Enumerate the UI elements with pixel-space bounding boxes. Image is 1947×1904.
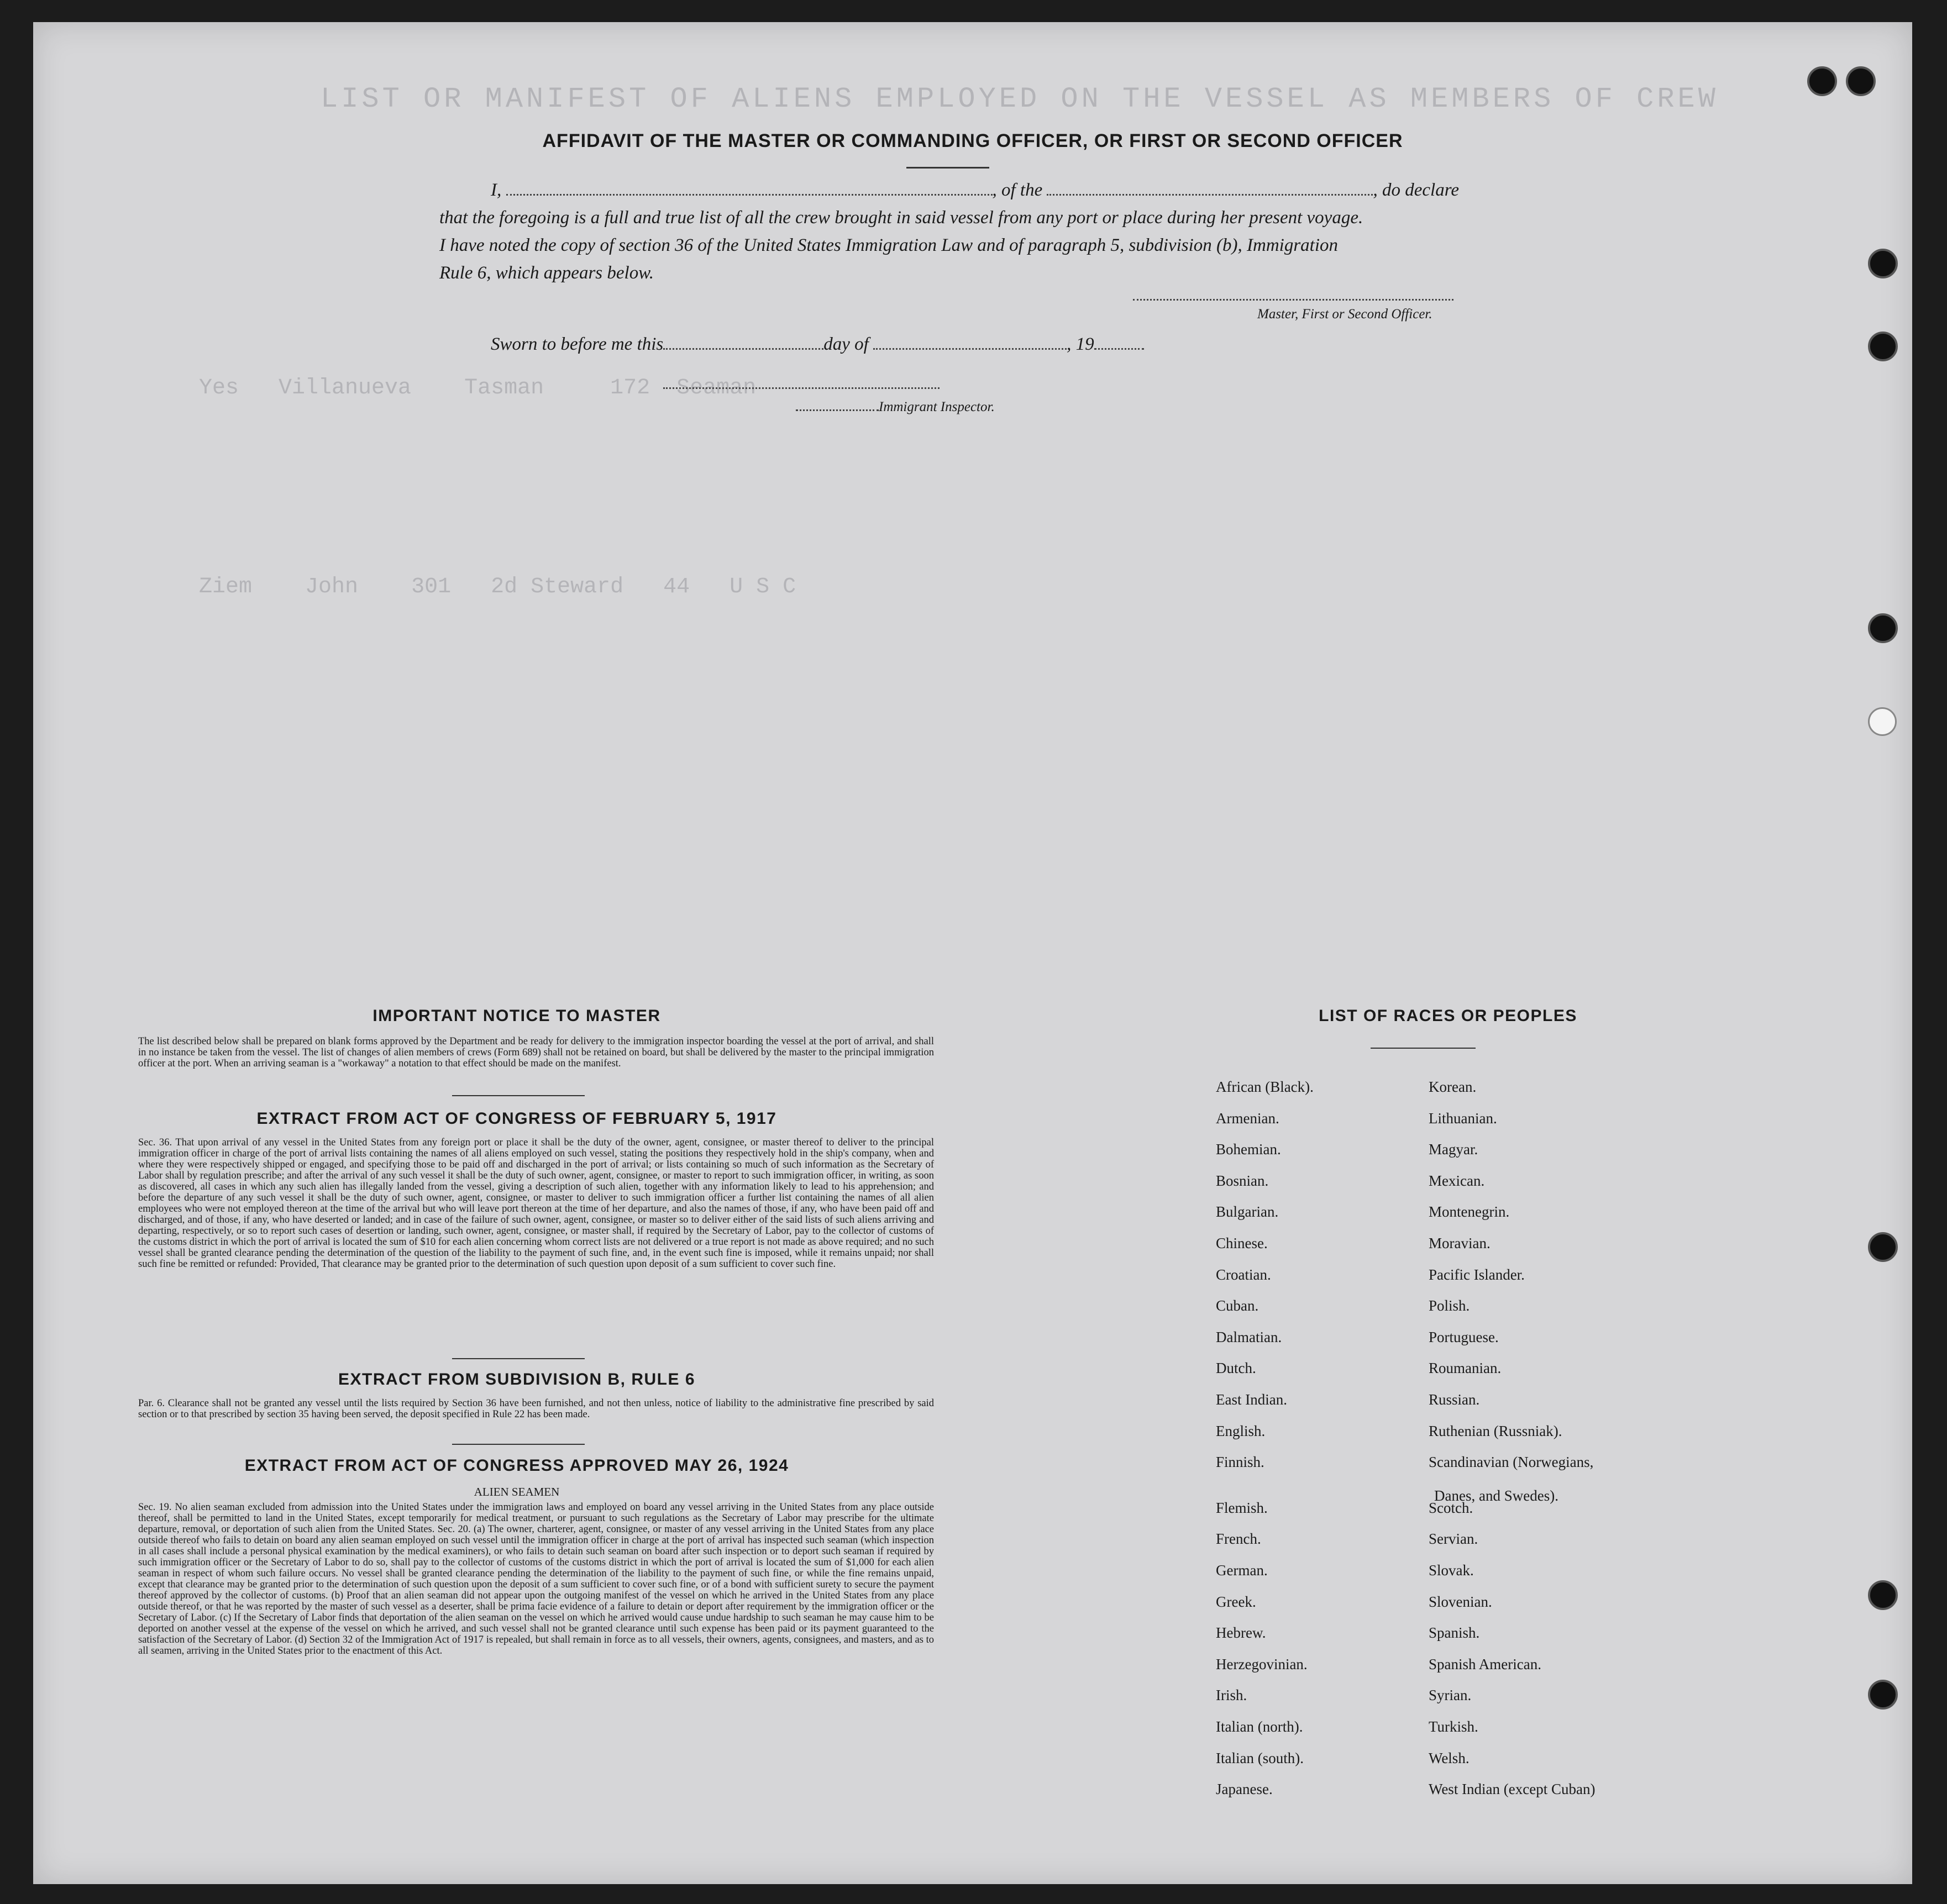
race-item: Slovenian. (1429, 1593, 1492, 1610)
inspector-label-text: Immigrant Inspector. (879, 399, 995, 414)
race-item: Bohemian. (1216, 1141, 1281, 1158)
race-item: Turkish. (1429, 1718, 1478, 1735)
punch-hole-icon (1868, 707, 1897, 736)
sworn-line (491, 334, 1144, 355)
race-item: English. (1216, 1422, 1266, 1439)
divider (452, 1095, 585, 1096)
divider (452, 1358, 585, 1359)
race-item: Herzegovinian. (1216, 1655, 1308, 1672)
bleed-through-text: Ziem John 301 2d Steward 44 U S C (199, 575, 796, 599)
races-title: LIST OF RACES OR PEOPLES (1319, 1007, 1577, 1025)
sworn-day-of: day of (823, 334, 869, 354)
race-item: Ruthenian (Russniak). (1429, 1422, 1562, 1439)
race-item: Spanish. (1429, 1624, 1480, 1642)
master-signature-field[interactable] (1133, 298, 1453, 301)
bleed-through-text: LIST OR MANIFEST OF ALIENS EMPLOYED ON THE VESSEL AS MEMBERS OF CREW (321, 83, 1719, 115)
notice-text: The list described below shall be prepared on blank forms approved by the Department and be ready for delivery to the immigration inspector boarding the vessel at the port of arrival, and shall in no instance be taken from the vessel. The list of changes of alien members of crews (Form 689) shall not be retained on board, but shall be delivered by the master to the principal immigration officer at the port. When an arriving seaman is a "workaway" a notation to that effect should be made on the manifest. (138, 1036, 934, 1069)
affidavit-of-the: , of the (992, 180, 1043, 200)
affidavit-title: AFFIDAVIT OF THE MASTER OR COMMANDING OFFICER, OR FIRST OR SECOND OFFICER (542, 130, 1403, 151)
extract-1924-title: EXTRACT FROM ACT OF CONGRESS APPROVED MAY 26, 1924 (244, 1456, 789, 1475)
sworn-month-field[interactable] (873, 348, 1067, 350)
sworn-date-field[interactable] (663, 348, 823, 350)
sworn-prefix: Sworn to before me this (491, 334, 664, 354)
affidavit-line-4: Rule 6, which appears below. (439, 263, 654, 283)
affidavit-line-3: I have noted the copy of section 36 of the United States Immigration Law and of paragraph 5, subdivision (b), Immigration (439, 235, 1339, 255)
race-item: African (Black). (1216, 1079, 1314, 1095)
race-item: Korean. (1429, 1079, 1477, 1095)
punch-hole-icon (1807, 66, 1837, 96)
affidavit-declare: , do declare (1373, 180, 1459, 200)
race-item: Irish. (1216, 1687, 1247, 1704)
inspector-dots (796, 409, 879, 411)
race-item: Croatian. (1216, 1266, 1271, 1283)
divider (906, 167, 989, 169)
race-item: Montenegrin. (1429, 1203, 1510, 1221)
race-item: Italian (north). (1216, 1718, 1303, 1735)
race-item: French. (1216, 1530, 1261, 1548)
race-item: Syrian. (1429, 1687, 1472, 1704)
race-item: Bulgarian. (1216, 1203, 1279, 1221)
master-signature-label: Master, First or Second Officer. (1257, 307, 1432, 322)
sworn-year-field[interactable] (1094, 348, 1144, 350)
race-item: Servian. (1429, 1530, 1478, 1548)
divider (1371, 1048, 1476, 1049)
race-item: Spanish American. (1429, 1655, 1541, 1672)
extract-1924-subtitle: ALIEN SEAMEN (474, 1485, 560, 1498)
race-item: Greek. (1216, 1593, 1256, 1610)
race-item: Roumanian. (1429, 1360, 1502, 1377)
extract-1917-text: Sec. 36. That upon arrival of any vessel in the United States from any foreign port or place it shall be the duty of the owner, agent, consignee, or master thereof to deliver to the principal immigration officer in charge of the port of arrival lists containing the names of all aliens employed on such vessel, stating the positions they respectively hold in the ship's company, when and where they were respectively shipped or engaged, and specifying those to be paid off and discharged in the port of arrival; or lists containing so much of such information as the Secretary of Labor shall by regulation prescribe; and after the arrival of any such vessel it shall be the duty of such owner, agent, consignee, or master to report to such immigration officer, in writing, as soon as discovered, all cases in which any such alien has illegally landed from the vessel, giving a description of such alien, together with any information likely to lead to his apprehension; and before the departure of any such vessel it shall be the duty of such owner, agent, consignee, or master to deliver to such immigration officer a further list containing the names of all alien employees who were not employed thereon at the time of the arrival but who will leave port thereon at the time of her departure, and also the names of those, if any, who have been paid off and discharged, and of those, if any, who have deserted or landed; and in case of the failure of such owner, agent, consignee, or master so to deliver either of the said lists of such aliens arriving and departing, respectively, or so to report such cases of desertion or landing, such owner, agent, consignee, or master shall, if required by the Secretary of Labor, pay to the collector of customs of the customs district in which the port of arrival is located the sum of $10 for each alien concerning whom correct lists are not delivered or a true report is not made as above required; and no such vessel shall be granted clearance pending the determination of the question of the liability to the payment of such fine, and, in the event such fine is imposed, while it remains unpaid; nor shall such fine be remitted or refunded: Provided, That clearance may be granted prior to the determination of such question upon deposit of a sum sufficient to cover such fine. (138, 1137, 934, 1270)
punch-hole-icon (1868, 1580, 1898, 1610)
race-item: Lithuanian. (1429, 1109, 1497, 1127)
affidavit-i: I, (491, 180, 502, 200)
punch-hole-icon (1846, 66, 1876, 96)
punch-hole-icon (1868, 1680, 1898, 1710)
extract-1924-text: Sec. 19. No alien seaman excluded from admission into the United States under the immigration laws and employed on board any vessel arriving in the United States from any place outside thereof, shall be permitted to land in the United States, except temporarily for medical treatment, or pursuant to such regulations as the Secretary of Labor may prescribe for the ultimate departure, removal, or deportation of such alien from the United States. Sec. 20. (a) The owner, charterer, agent, consignee, or master of any vessel arriving in the United States from any place outside thereof who fails to detain on board any alien seaman employed on such vessel until the immigration officer in charge at the port of arrival has inspected such seaman (which inspection in all cases shall include a personal physical examination by the medical examiners), or who fails to detain such seaman on board after such inspection or to deport such seaman if required by such immigration officer or the Secretary of Labor to do so, shall pay to the collector of customs of the customs district in which the port of arrival is located the sum of $1,000 for each alien seaman in respect of whom such failure occurs. No vessel shall be granted clearance pending the determination of the liability to the payment of such fine, or while the fine remains unpaid, except that clearance may be granted prior to the determination of such question upon the deposit of a sum sufficient to cover such fine, or of a bond with sufficient surety to secure the payment thereof approved by the collector of customs. (b) Proof that an alien seaman did not appear upon the outgoing manifest of the vessel on which he arrived in the United States from any place outside thereof, or that he was reported by the master of such vessel as a deserter, shall be prima facie evidence of a failure to detain or deport after requirement by the immigration officer or the Secretary of Labor. (c) If the Secretary of Labor finds that deportation of the alien seaman on the vessel on which he arrived would cause undue hardship to such seaman he may cause him to be deported on another vessel at the expense of the vessel on which he arrived, and such vessel shall not be granted clearance until such expense has been paid or its payment guaranteed to the satisfaction of the Secretary of Labor. (d) Section 32 of the Immigration Act of 1917 is repealed, but shall remain in force as to all vessels, their owners, agents, consignees, and masters, and as to all seamen, arriving in the United States prior to the enactment of this Act. (138, 1502, 934, 1656)
race-item: Pacific Islander. (1429, 1266, 1525, 1283)
race-item: Hebrew. (1216, 1624, 1266, 1642)
race-item: Portuguese. (1429, 1328, 1499, 1345)
race-item: German. (1216, 1562, 1268, 1579)
race-item: Dutch. (1216, 1360, 1256, 1377)
race-item: Armenian. (1216, 1109, 1279, 1127)
notice-title: IMPORTANT NOTICE TO MASTER (372, 1007, 661, 1025)
race-item: Slovak. (1429, 1562, 1474, 1579)
divider (452, 1444, 585, 1445)
extract-rule6-text: Par. 6. Clearance shall not be granted any vessel until the lists required by Section 36 have been furnished, and not then unless, notice of liability to the administrative fine prescribed by said section or to that prescribed by section 35 having been served, the deposit specified in Rule 22 has been made. (138, 1398, 934, 1420)
race-item: Moravian. (1429, 1235, 1491, 1251)
race-item: Cuban. (1216, 1297, 1259, 1314)
race-item: East Indian. (1216, 1391, 1287, 1408)
punch-hole-icon (1868, 249, 1898, 278)
affidavit-line-2: that the foregoing is a full and true list of all the crew brought in said vessel from any port or place during her present voyage. (439, 208, 1363, 228)
race-item: Japanese. (1216, 1781, 1273, 1798)
manifest-sheet (33, 22, 1912, 1884)
race-item: Chinese. (1216, 1235, 1268, 1251)
race-item: Russian. (1429, 1391, 1480, 1408)
bleed-through-text: Yes Villanueva Tasman 172 Seaman (199, 376, 757, 401)
punch-hole-icon (1868, 332, 1898, 361)
race-item: West Indian (except Cuban) (1429, 1781, 1596, 1798)
race-item: Mexican. (1429, 1172, 1485, 1189)
race-item: Bosnian. (1216, 1172, 1269, 1189)
race-item: Flemish. (1216, 1499, 1268, 1516)
extract-rule6-title: EXTRACT FROM SUBDIVISION B, RULE 6 (338, 1370, 696, 1388)
inspector-label (796, 399, 995, 415)
race-item: Magyar. (1429, 1141, 1478, 1158)
inspector-signature-field[interactable] (663, 387, 940, 389)
punch-hole-icon (1868, 613, 1898, 643)
race-item: Finnish. (1216, 1454, 1264, 1471)
punch-hole-icon (1868, 1232, 1898, 1262)
sworn-year: , 19 (1067, 334, 1094, 354)
race-item: Italian (south). (1216, 1749, 1304, 1766)
extract-1917-title: EXTRACT FROM ACT OF CONGRESS OF FEBRUARY 5, 1917 (256, 1109, 777, 1128)
name-field[interactable] (506, 193, 993, 196)
race-item: Danes, and Swedes). (1434, 1487, 1558, 1504)
race-item: Polish. (1429, 1297, 1470, 1314)
affidavit-line-1 (491, 180, 1459, 201)
vessel-field[interactable] (1047, 193, 1373, 196)
race-item: Dalmatian. (1216, 1328, 1282, 1345)
race-item: Scotch. (1429, 1499, 1473, 1516)
race-item: Welsh. (1429, 1749, 1470, 1766)
race-item: Scandinavian (Norwegians, (1429, 1454, 1594, 1471)
